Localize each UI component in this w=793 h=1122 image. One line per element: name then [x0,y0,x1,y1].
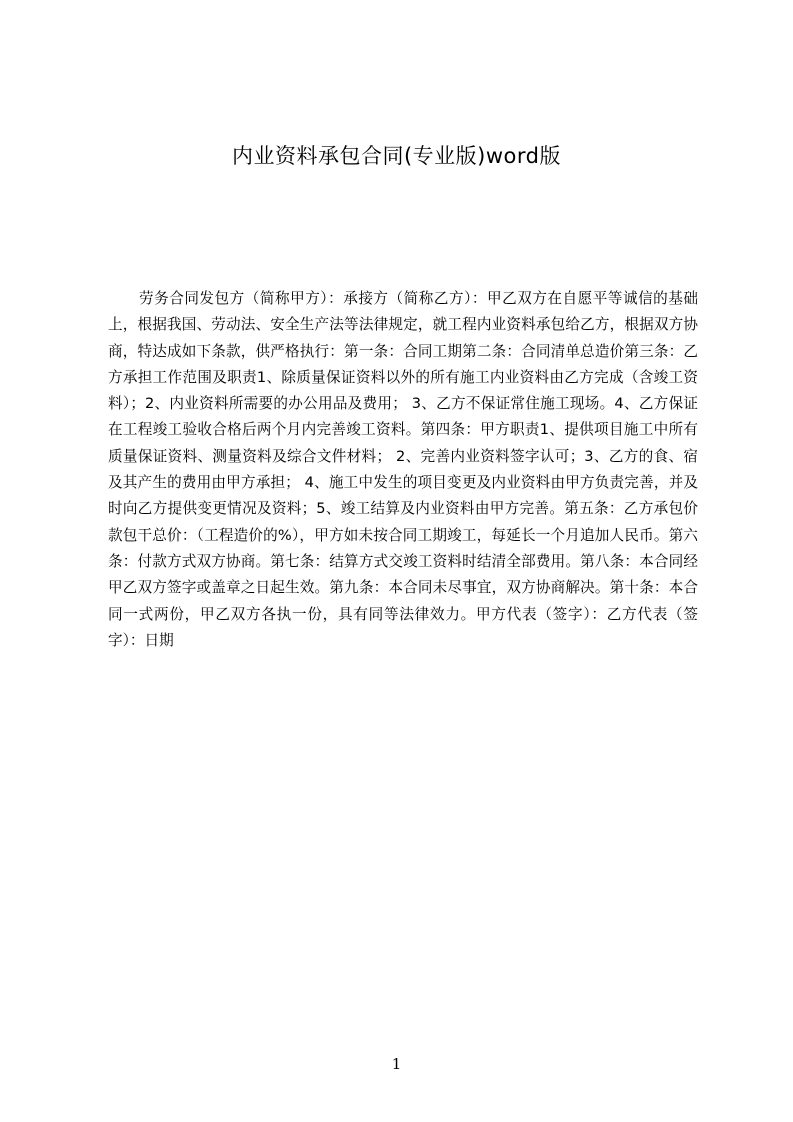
document-title: 内业资料承包合同(专业版)word版 [231,144,561,168]
page-number: 1 [391,1055,402,1073]
contract-body-text: 劳务合同发包方（简称甲方）：承接方（简称乙方）：甲乙双方在自愿平等诚信的基础上，根据我国、劳动法、安全生产法等法律规定，就工程内业资料承包给乙方，根据双方协商，特达成如下条款，供严格执行：第一条：合同工期第二条：合同清单总造价第三条：乙方承担工作范围及职责1、除质量保证资料以外的所有施工内业资料由乙方完成（含竣工资料）；2、内业资料所需要的办公用品及费用； 3、乙方不保证常住施工现场。4、乙方保证在工程竣工验收合格后两个月内完善竣工资料。第四条：甲方职责1、提供项目施工中所有质量保证资料、测量资料及综合文件材料； 2、完善内业资料签字认可；3、乙方的食、宿及其产生的费用由甲方承担； 4、施工中发生的项目变更及内业资料由甲方负责完善，并及时向乙方提供变更情况及资料；5、竣工结算及内业资料由甲方完善。第五条：乙方承包价款包干总价：（工程造价的%），甲方如未按合同工期竣工，每延长一个月追加人民币。第六条：付款方式双方协商。第七条：结算方式交竣工资料时结清全部费用。第八条：本合同经甲乙双方签字或盖章之日起生效。第九条：本合同未尽事宜，双方协商解决。第十条：本合同一式两份，甲乙双方各执一份，具有同等法律效力。甲方代表（签字）：乙方代表（签字）：日期 [108,290,698,649]
